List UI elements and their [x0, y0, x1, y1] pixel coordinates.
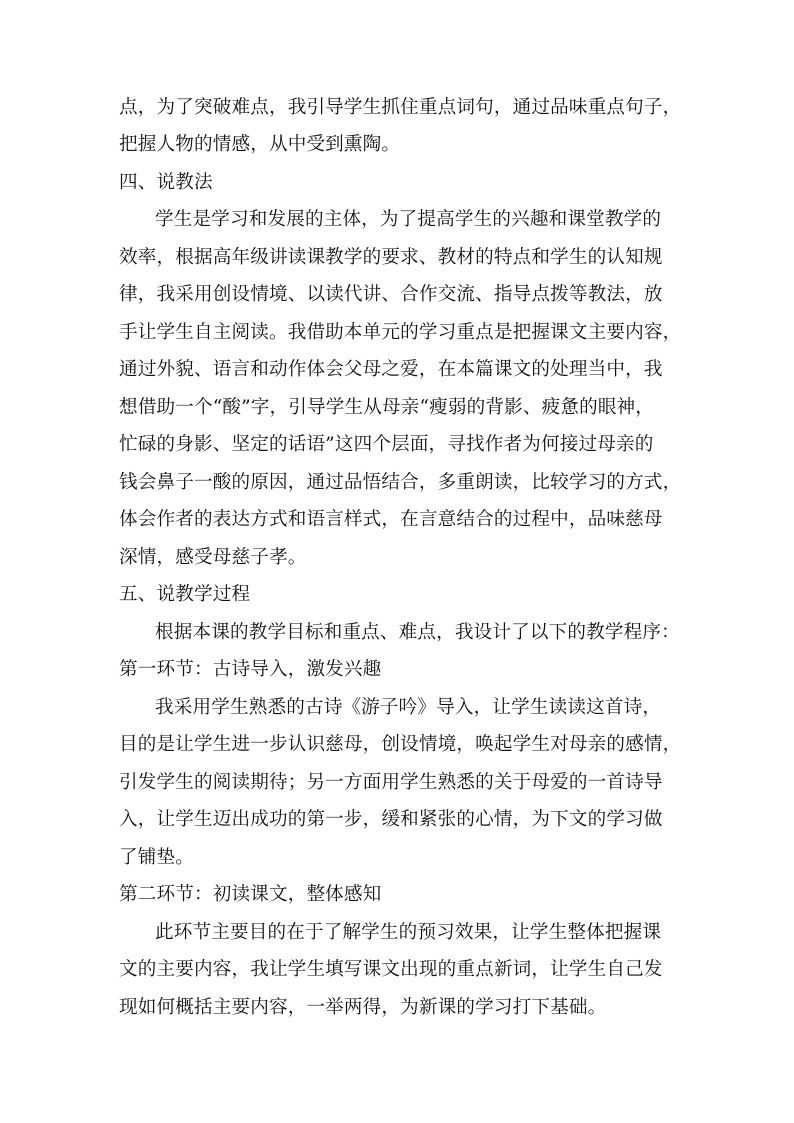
body-text-line: 忙碌的身影、坚定的话语”这四个层面，寻找作者为何接过母亲的 [119, 434, 654, 455]
body-text-line: 文的主要内容，我让学生填写课文出现的重点新词，让学生自己发 [119, 959, 663, 980]
body-text-line: 目的是让学生进一步认识慈母，创设情境，唤起学生对母亲的感情， [119, 734, 682, 755]
body-text-line: 深情，感受母慈子孝。 [119, 547, 307, 568]
body-text-line: 我采用学生熟悉的古诗《游子吟》导入，让学生读读这首诗， [155, 697, 662, 718]
body-text-line: 现如何概括主要内容，一举两得，为新课的学习打下基础。 [119, 997, 607, 1018]
body-text-line: 把握人物的情感，从中受到熏陶。 [119, 134, 401, 155]
section-heading: 四、说教法 [119, 172, 213, 193]
body-text-line: 体会作者的表达方式和语言样式，在言意结合的过程中，品味慈母 [119, 509, 663, 530]
body-text-line: 引发学生的阅读期待；另一方面用学生熟悉的关于母爱的一首诗导 [119, 772, 663, 793]
body-text-line: 点，为了突破难点，我引导学生抓住重点词句，通过品味重点句子， [119, 97, 682, 118]
body-text-line: 想借助一个“酸”字，引导学生从母亲“瘦弱的背影、疲惫的眼神， [119, 397, 655, 418]
subsection-heading: 第一环节：古诗导入，激发兴趣 [119, 659, 382, 680]
body-text-line: 入，让学生迈出成功的第一步，缓和紧张的心情，为下文的学习做 [119, 809, 663, 830]
body-text-line: 钱会鼻子一酸的原因，通过品悟结合，多重朗读，比较学习的方式， [119, 472, 682, 493]
section-heading: 五、说教学过程 [119, 584, 251, 605]
body-text-line: 此环节主要目的在于了解学生的预习效果，让学生整体把握课 [155, 922, 662, 943]
body-text-line: 通过外貌、语言和动作体会父母之爱，在本篇课文的处理当中，我 [119, 359, 663, 380]
body-text-line: 手让学生自主阅读。我借助本单元的学习重点是把握课文主要内容， [119, 322, 682, 343]
body-text-line: 效率，根据高年级讲读课教学的要求、教材的特点和学生的认知规 [119, 247, 663, 268]
subsection-heading: 第二环节：初读课文，整体感知 [119, 884, 382, 905]
body-text-line: 学生是学习和发展的主体，为了提高学生的兴趣和课堂教学的 [155, 209, 662, 230]
body-text-line: 根据本课的教学目标和重点、难点，我设计了以下的教学程序： [155, 622, 680, 643]
body-text-line: 律，我采用创设情境、以读代讲、合作交流、指导点拨等教法，放 [119, 284, 663, 305]
body-text-line: 了铺垫。 [119, 847, 194, 868]
